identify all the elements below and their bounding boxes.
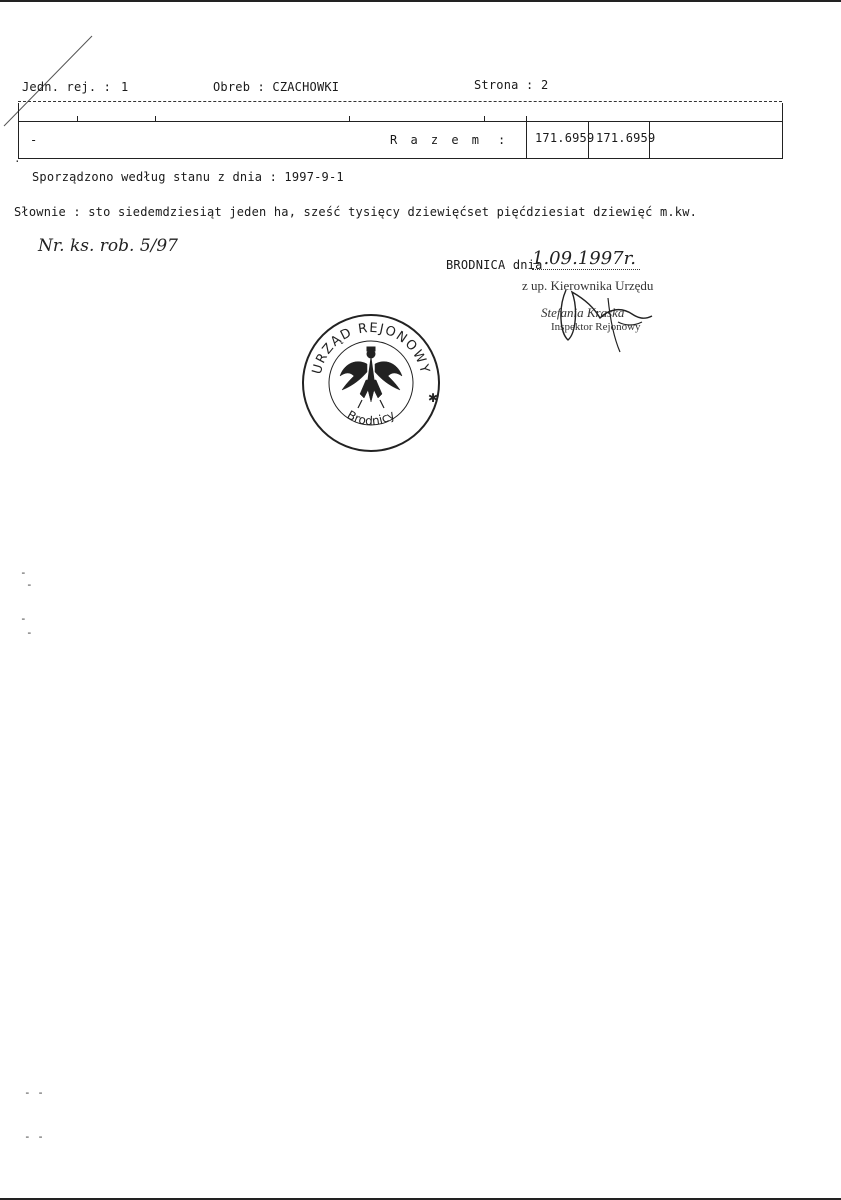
column-tick	[77, 116, 78, 122]
total-value-2: 171.6959	[596, 131, 656, 145]
margin-mark: - -	[24, 1130, 44, 1143]
jedn-rej-label: Jedn. rej. :	[22, 80, 112, 94]
column-divider	[526, 121, 527, 158]
slownie-line: Słownie : sto siedemdziesiąt jeden ha, sześć tysięcy dziewięćset pięćdziesiat dziewięć m.kw.	[14, 205, 698, 219]
total-value-1: 171.6959	[535, 131, 595, 145]
razem-label: R a z e m	[390, 133, 483, 147]
table-top-rule	[18, 121, 782, 122]
column-tick	[155, 116, 156, 122]
table-right-edge	[782, 103, 783, 159]
jedn-rej-value: 1	[121, 80, 129, 94]
row-dash: -	[30, 133, 38, 147]
margin-mark: -	[26, 626, 33, 639]
stamp-bottom-text: Brodnicy	[344, 407, 398, 429]
strona-label: Strona :	[474, 78, 534, 92]
stamp-star-icon: ✱	[428, 391, 439, 405]
handwritten-signature	[548, 278, 658, 358]
column-tick	[484, 116, 485, 122]
eagle-emblem-icon	[340, 347, 402, 408]
margin-mark: ·	[14, 155, 21, 168]
table-left-edge	[18, 103, 19, 159]
header-dashed-rule	[18, 101, 782, 102]
handwritten-date: 1.09.1997r.	[532, 248, 640, 270]
signature-authorization: z up. Kierownika Urzędu	[522, 278, 654, 293]
column-tick	[349, 116, 350, 122]
obreb-label: Obreb : CZACHOWKI	[213, 80, 340, 94]
official-round-stamp	[298, 310, 444, 456]
sporzadzono-line: Sporządzono według stanu z dnia : 1997-9-1	[32, 170, 344, 184]
margin-mark: -	[20, 566, 27, 579]
stamp-top-text: URZĄD REJONOWY	[309, 320, 433, 376]
strona-value: 2	[541, 78, 549, 92]
margin-mark: - -	[24, 1086, 44, 1099]
table-bottom-rule	[18, 158, 782, 159]
signatory-name: Stefania Kraska	[541, 305, 625, 320]
page-top-edge	[0, 0, 841, 2]
margin-mark: -	[20, 612, 27, 625]
signatory-title: Inspektor Rejonowy	[551, 321, 641, 333]
margin-mark: -	[26, 578, 33, 591]
handwritten-book-ref: Nr. ks. rob. 5/97	[38, 236, 179, 256]
razem-colon: :	[498, 133, 506, 147]
place-date-label: BRODNICA dnia	[446, 258, 543, 272]
